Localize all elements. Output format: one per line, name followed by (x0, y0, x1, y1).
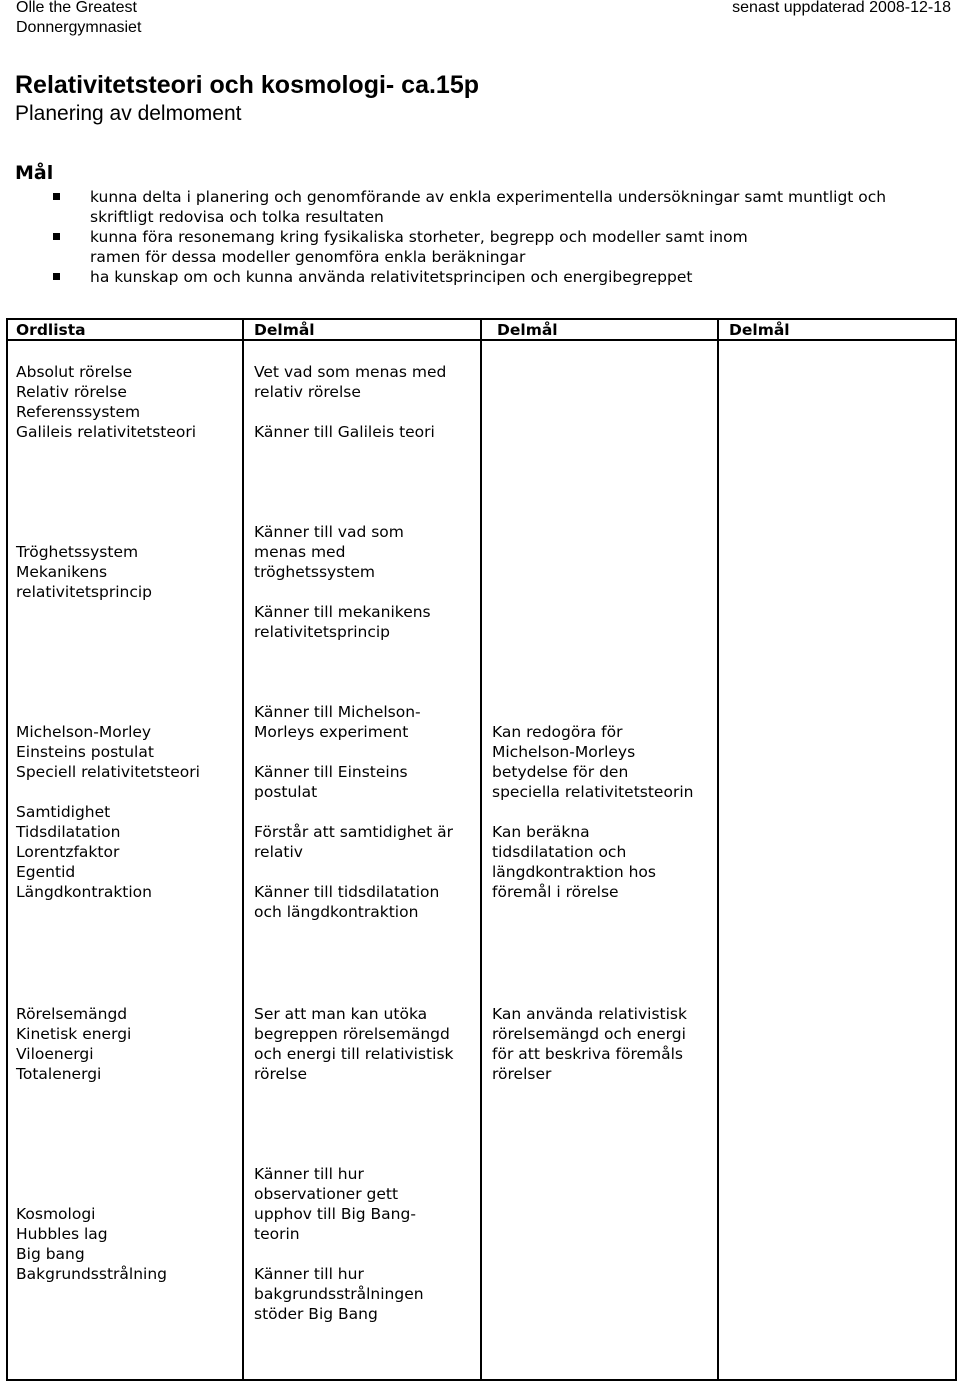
cell-text-line: Kinetisk energi (16, 1025, 132, 1043)
paragraph-gap (254, 742, 453, 762)
cell-text-line: föremål i rörelse (492, 883, 619, 901)
cell-text-line: för att beskriva föremåls (492, 1045, 684, 1063)
cell-text-line: Bakgrundsstrålning (16, 1265, 168, 1283)
cell-text-line: Längdkontraktion (16, 883, 152, 901)
document-header-left (16, 0, 141, 38)
page-title: Relativitetsteori och kosmologi- ca.15p (15, 71, 480, 99)
cell-text-line: Känner till vad som (254, 523, 404, 541)
page-subtitle: Planering av delmoment (15, 102, 242, 125)
cell-text-line: Rörelsemängd (16, 1005, 128, 1023)
column-header-delmal-1: Delmål (254, 321, 315, 339)
goals-list (0, 187, 960, 287)
goal-text-line: skriftligt redovisa och tolka resultaten (90, 208, 384, 226)
column-divider (717, 320, 719, 1379)
cell-text-line: relativitetsprincip (16, 583, 153, 601)
cell-text-line: Kan använda relativistisk (492, 1005, 687, 1023)
ordlista-cell (16, 362, 196, 442)
cell-text-line: Känner till Einsteins (254, 763, 408, 781)
ordlista-cell (16, 722, 200, 902)
cell-text-line: bakgrundsstrålningen (254, 1285, 424, 1303)
delmal-1-cell (254, 362, 446, 442)
cell-text-line: Einsteins postulat (16, 743, 154, 761)
goal-item (0, 227, 960, 267)
cell-text-line: Hubbles lag (16, 1225, 108, 1243)
paragraph-gap (254, 582, 431, 602)
cell-text-line: Känner till mekanikens (254, 603, 431, 621)
ordlista-cell (16, 542, 152, 602)
cell-text-line: teorin (254, 1225, 300, 1243)
goal-text-line: ha kunskap om och kunna använda relativitetsprincipen och energibegreppet (90, 268, 693, 286)
paragraph-gap (254, 802, 453, 822)
cell-text-line: Känner till Galileis teori (254, 423, 435, 441)
cell-text-line: begreppen rörelsemängd (254, 1025, 450, 1043)
cell-text-line: och energi till relativistisk (254, 1045, 454, 1063)
cell-text-line: Kan redogöra för (492, 723, 623, 741)
cell-text-line: Tröghetssystem (16, 543, 139, 561)
cell-text-line: längdkontraktion hos (492, 863, 656, 881)
goal-text-line: kunna föra resonemang kring fysikaliska storheter, begrepp och modeller samt inom (90, 228, 748, 246)
cell-text-line: menas med (254, 543, 346, 561)
goal-text-line: ramen för dessa modeller genomföra enkla beräkningar (90, 248, 526, 266)
cell-text-line: Samtidighet (16, 803, 111, 821)
goal-item (0, 187, 960, 227)
cell-text-line: Känner till hur (254, 1265, 364, 1283)
ordlista-cell (16, 1004, 131, 1084)
cell-text-line: relativ rörelse (254, 383, 361, 401)
delmal-2-cell (492, 722, 693, 902)
cell-text-line: Mekanikens (16, 563, 108, 581)
cell-text-line: och längdkontraktion (254, 903, 419, 921)
cell-text-line: betydelse för den (492, 763, 629, 781)
cell-text-line: observationer gett (254, 1185, 399, 1203)
paragraph-gap (254, 402, 446, 422)
header-divider (8, 339, 955, 341)
cell-text-line: Viloenergi (16, 1045, 94, 1063)
cell-text-line: Förstår att samtidighet är (254, 823, 454, 841)
cell-text-line: Galileis relativitetsteori (16, 423, 197, 441)
cell-text-line: Kosmologi (16, 1205, 96, 1223)
cell-text-line: speciella relativitetsteorin (492, 783, 694, 801)
ordlista-cell (16, 1204, 167, 1284)
cell-text-line: stöder Big Bang (254, 1305, 378, 1323)
column-header-delmal-3: Delmål (729, 321, 790, 339)
goal-text-line: kunna delta i planering och genomförande av enkla experimentella undersökningar samt muntligt och (90, 188, 887, 206)
delmal-1-cell (254, 522, 431, 642)
last-updated: senast uppdaterad 2008-12-18 (732, 0, 951, 16)
planning-table (6, 318, 957, 1381)
column-divider (242, 320, 244, 1379)
cell-text-line: Ser att man kan utöka (254, 1005, 428, 1023)
column-header-ordlista: Ordlista (16, 321, 86, 339)
school-name: Donnergymnasiet (16, 19, 142, 36)
cell-text-line: Michelson-Morleys (492, 743, 636, 761)
cell-text-line: Totalenergi (16, 1065, 102, 1083)
paragraph-gap (492, 802, 693, 822)
delmal-1-cell (254, 1164, 424, 1324)
paragraph-gap (16, 782, 200, 802)
cell-text-line: Egentid (16, 863, 76, 881)
cell-text-line: Referenssystem (16, 403, 141, 421)
cell-text-line: tröghetssystem (254, 563, 375, 581)
paragraph-gap (254, 1244, 424, 1264)
delmal-1-cell (254, 702, 453, 922)
goals-heading: Mål (15, 162, 54, 184)
cell-text-line: postulat (254, 783, 318, 801)
goal-item (0, 267, 960, 287)
cell-text-line: Känner till Michelson- (254, 703, 421, 721)
cell-text-line: Lorentzfaktor (16, 843, 120, 861)
delmal-2-cell (492, 1004, 687, 1084)
cell-text-line: Big bang (16, 1245, 85, 1263)
cell-text-line: rörelsemängd och energi (492, 1025, 686, 1043)
cell-text-line: Absolut rörelse (16, 363, 133, 381)
square-bullet-icon (53, 233, 60, 240)
cell-text-line: Morleys experiment (254, 723, 409, 741)
cell-text-line: rörelser (492, 1065, 552, 1083)
delmal-1-cell (254, 1004, 454, 1084)
cell-text-line: rörelse (254, 1065, 308, 1083)
square-bullet-icon (53, 193, 60, 200)
cell-text-line: Kan beräkna (492, 823, 590, 841)
cell-text-line: Speciell relativitetsteori (16, 763, 200, 781)
cell-text-line: Relativ rörelse (16, 383, 127, 401)
cell-text-line: Tidsdilatation (16, 823, 121, 841)
column-header-delmal-2: Delmål (497, 321, 558, 339)
cell-text-line: Michelson-Morley (16, 723, 152, 741)
cell-text-line: tidsdilatation och (492, 843, 627, 861)
paragraph-gap (254, 862, 453, 882)
author-name: Olle the Greatest (16, 0, 137, 16)
cell-text-line: Känner till hur (254, 1165, 364, 1183)
cell-text-line: relativitetsprincip (254, 623, 391, 641)
document-header-right (732, 0, 951, 18)
cell-text-line: Känner till tidsdilatation (254, 883, 440, 901)
column-divider (480, 320, 482, 1379)
cell-text-line: Vet vad som menas med (254, 363, 447, 381)
cell-text-line: upphov till Big Bang- (254, 1205, 416, 1223)
cell-text-line: relativ (254, 843, 303, 861)
square-bullet-icon (53, 273, 60, 280)
